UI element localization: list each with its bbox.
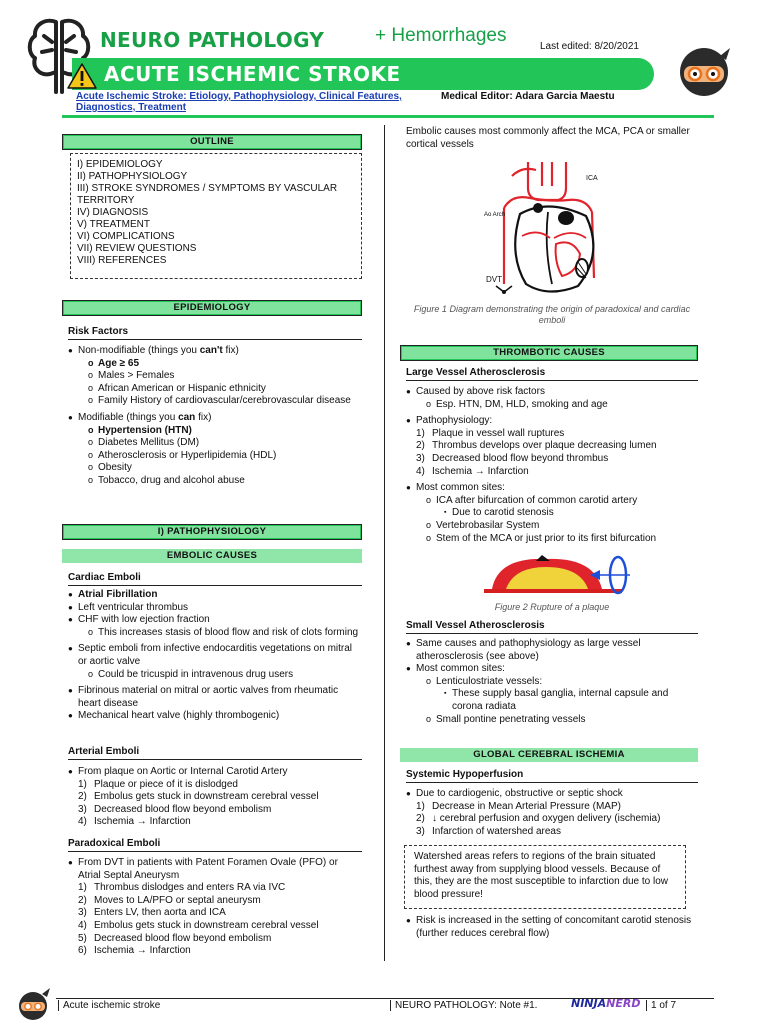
list-item: ● Non-modifiable (things you can't fix) [68, 345, 362, 358]
list-item: o Family History of cardiovascular/cerebrovascular disease [68, 395, 362, 408]
list-item: ● CHF with low ejection fraction [68, 614, 362, 627]
title-main: NEURO PATHOLOGY [100, 28, 325, 52]
dvt-label: DVT [486, 275, 502, 284]
list-item: ▪ Due to carotid stenosis [406, 507, 698, 520]
large-vessel-list [406, 386, 698, 545]
small-vessel-title: Small Vessel Atherosclerosis [406, 620, 698, 634]
list-item: ▪ These supply basal ganglia, internal capsule and corona radiata [406, 688, 698, 713]
list-item: 2) Moves to LA/PFO or septal aneurysm [78, 894, 261, 906]
ica-label: ICA [586, 175, 598, 182]
list-item: o This increases stasis of blood flow and risk of clots forming [68, 627, 362, 640]
list-item: 3) Decreased blood flow beyond embolism [78, 803, 272, 815]
ninja-footer-icon [14, 986, 52, 1022]
footer-topic: Acute ischemic stroke [58, 1000, 160, 1011]
list-item: o Small pontine penetrating vessels [406, 714, 698, 727]
list-item: ● Fibrinous material on mitral or aortic valves from rheumatic heart disease [68, 685, 362, 710]
list-item: 3) Infarction of watershed areas [416, 825, 561, 837]
title-subtitle: + Hemorrhages [375, 25, 507, 46]
list-item: 2) Embolus gets stuck in downstream cerebral vessel [78, 791, 319, 803]
heart-emboli-figure [482, 158, 628, 300]
list-item: o Age ≥ 65 [68, 358, 362, 371]
list-item: o Tobacco, drug and alcohol abuse [68, 475, 362, 488]
list-item: 4) Ischemia → Infarction [416, 465, 529, 477]
list-item: ● Due to cardiogenic, obstructive or septic shock [406, 788, 698, 801]
list-item: ● Same causes and pathophysiology as large vessel atherosclerosis (see above) [406, 638, 698, 663]
last-edited: Last edited: 8/20/2021 [540, 41, 639, 52]
list-item: o Vertebrobasilar System [406, 520, 698, 533]
medical-editor: Medical Editor: Adara Garcia Maestu [441, 91, 615, 102]
risk-factors-list [68, 345, 362, 488]
figure-1-caption: Figure 1 Diagram demonstrating the origin of paradoxical and cardiac emboli [413, 304, 691, 325]
arterial-emboli-list [68, 766, 362, 829]
large-vessel-title: Large Vessel Atherosclerosis [406, 367, 698, 381]
outline-item[interactable]: V) TREATMENT [77, 219, 150, 230]
ninja-mascot-icon [676, 42, 732, 98]
list-item: ● Left ventricular thrombus [68, 602, 362, 615]
global-ischemia-heading: GLOBAL CEREBRAL ISCHEMIA [400, 748, 698, 762]
pathophysiology-heading: I) PATHOPHYSIOLOGY [62, 524, 362, 540]
list-item: 5) Decreased blood flow beyond embolism [78, 932, 272, 944]
list-item: o Diabetes Mellitus (DM) [68, 437, 362, 450]
risk-factors-title: Risk Factors [68, 326, 362, 340]
list-item: o Hypertension (HTN) [68, 425, 362, 438]
list-item: ● Septic emboli from infective endocarditis vegetations on mitral or aortic valve [68, 643, 362, 668]
paradoxical-emboli-list [68, 857, 362, 958]
list-item: ● Most common sites: [406, 663, 698, 676]
list-item: 3) Decreased blood flow beyond thrombus [416, 452, 609, 464]
systemic-hypoperfusion-list [406, 788, 698, 838]
list-item: 1) Thrombus dislodges and enters RA via IVC [78, 882, 286, 894]
list-item: o Stem of the MCA or just prior to its first bifurcation [406, 533, 698, 546]
small-vessel-list [406, 638, 698, 726]
outline-item[interactable]: I) EPIDEMIOLOGY [77, 159, 163, 170]
column-divider [384, 125, 385, 961]
list-item: 1) Decrease in Mean Arterial Pressure (MAP) [416, 800, 621, 812]
watershed-callout: Watershed areas refers to regions of the brain situated furthest away from supplying blood vessels. Because of this, they are the most susceptible to infarction due to low blood pressure! [404, 845, 686, 909]
list-item: ● Caused by above risk factors [406, 386, 698, 399]
list-item: 4) Embolus gets stuck in downstream cerebral vessel [78, 919, 319, 931]
outline-item[interactable]: VII) REVIEW QUESTIONS [77, 243, 197, 254]
lecture-video-link[interactable]: Acute Ischemic Stroke: Etiology, Pathophysiology, Clinical Features, Diagnostics, Treatment [76, 91, 402, 113]
outline-item[interactable]: III) STROKE SYNDROMES / SYMPTOMS BY VASCULAR TERRITORY [77, 183, 338, 206]
list-item: ● From DVT in patients with Patent Foramen Ovale (PFO) or Atrial Septal Aneurysm [68, 857, 362, 882]
list-item: 1) Plaque in vessel wall ruptures [416, 427, 565, 439]
topic-title: ACUTE ISCHEMIC STROKE [104, 62, 401, 86]
epidemiology-heading: EPIDEMIOLOGY [62, 300, 362, 316]
systemic-hypoperfusion-title: Systemic Hypoperfusion [406, 769, 698, 783]
outline-item[interactable]: IV) DIAGNOSIS [77, 207, 149, 218]
list-item: o Could be tricuspid in intravenous drug users [68, 669, 362, 682]
list-item: o Males > Females [68, 370, 362, 383]
list-item: 3) Enters LV, then aorta and ICA [78, 907, 226, 919]
list-item: 2) Thrombus develops over plaque decreasing lumen [416, 440, 657, 452]
list-item: o Obesity [68, 462, 362, 475]
header-divider [62, 115, 714, 118]
arch-label: Ao Arch [484, 212, 506, 218]
list-item: ● Pathophysiology: [406, 415, 698, 428]
list-item: 2) ↓ cerebral perfusion and oxygen delivery (ischemia) [416, 813, 661, 825]
warning-icon [66, 62, 98, 90]
list-item: 4) Ischemia → Infarction [78, 816, 191, 828]
arterial-emboli-title: Arterial Emboli [68, 746, 362, 760]
list-item: o African American or Hispanic ethnicity [68, 383, 362, 396]
paradoxical-emboli-title: Paradoxical Emboli [68, 838, 362, 852]
list-item: o Lenticulostriate vessels: [406, 676, 698, 689]
outline-heading: OUTLINE [62, 134, 362, 150]
page-number: 1 of 7 [646, 1000, 676, 1011]
list-item: ● From plaque on Aortic or Internal Carotid Artery [68, 766, 362, 779]
list-item: ● Mechanical heart valve (highly thrombogenic) [68, 710, 362, 723]
outline-item[interactable]: II) PATHOPHYSIOLOGY [77, 171, 188, 182]
list-item: 1) Plaque or piece of it is dislodged [78, 778, 238, 790]
list-item: o Esp. HTN, DM, HLD, smoking and age [406, 399, 698, 412]
outline-item[interactable]: VI) COMPLICATIONS [77, 231, 175, 242]
list-item: ● Risk is increased in the setting of concomitant carotid stenosis (further reduces cerebral flow) [406, 915, 698, 940]
outline-box [70, 153, 362, 279]
list-item: o Atherosclerosis or Hyperlipidemia (HDL) [68, 450, 362, 463]
list-item: ● Modifiable (things you can fix) [68, 412, 362, 425]
embolic-causes-heading: EMBOLIC CAUSES [62, 549, 362, 563]
thrombotic-causes-heading: THROMBOTIC CAUSES [400, 345, 698, 361]
plaque-rupture-figure [484, 553, 632, 599]
list-item: ● Most common sites: [406, 482, 698, 495]
embolic-note: Embolic causes most commonly affect the MCA, PCA or smaller cortical vessels [406, 126, 690, 150]
figure-2-caption: Figure 2 Rupture of a plaque [494, 602, 610, 612]
ninja-nerd-logo: NINJANERD [571, 997, 641, 1010]
carotid-risk-list [406, 915, 698, 940]
outline-item[interactable]: VIII) REFERENCES [77, 255, 167, 266]
cardiac-emboli-list [68, 589, 362, 723]
list-item: ● Atrial Fibrillation [68, 589, 362, 602]
cardiac-emboli-title: Cardiac Emboli [68, 572, 362, 586]
footer-note: NEURO PATHOLOGY: Note #1. [390, 1000, 537, 1011]
list-item: o ICA after bifurcation of common carotid artery [406, 495, 698, 508]
list-item: 6) Ischemia → Infarction [78, 945, 191, 957]
